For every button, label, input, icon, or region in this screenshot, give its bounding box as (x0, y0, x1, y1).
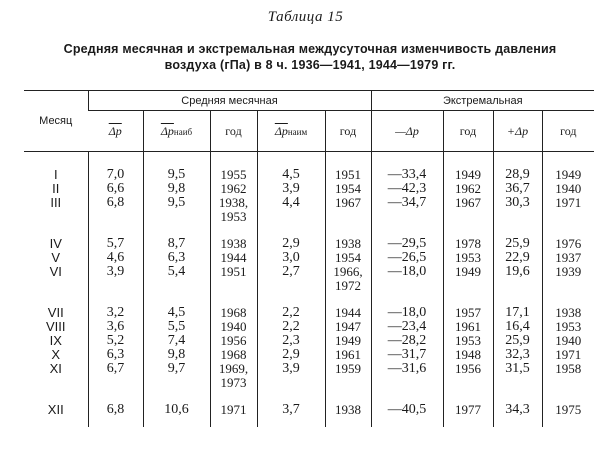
table-row (24, 362, 594, 390)
cell-y3 (443, 182, 493, 196)
cell-value: 1966, (333, 264, 363, 279)
cell-dp (88, 320, 143, 334)
cell-dp (88, 152, 143, 183)
header-dp-min: $\overline{\Delta p}наим$ (257, 111, 325, 152)
cell-value-second-line: 1973 (220, 375, 247, 390)
cell-pdp (493, 320, 542, 334)
cell-value-second-line: 1972 (335, 278, 361, 293)
table-caption: Таблица 15 (267, 9, 344, 25)
cell-value: 2,9 (282, 236, 300, 251)
cell-dpmax (143, 265, 210, 293)
cell-value: 25,9 (505, 333, 530, 348)
cell-value: 1938 (555, 305, 582, 320)
cell-value: 1956 (455, 361, 481, 376)
cell-pdp (493, 251, 542, 265)
cell-y3 (443, 334, 493, 348)
header-group-extreme: Экстремальная (371, 91, 594, 111)
cell-y2 (325, 320, 371, 334)
cell-value: —34,7 (387, 195, 427, 210)
cell-pdp (493, 265, 542, 293)
cell-pdp (493, 293, 542, 320)
month-cell: VI (49, 264, 62, 279)
cell-mdp (371, 320, 443, 334)
cell-dp (88, 251, 143, 265)
cell-value: 1949 (455, 167, 481, 182)
table-row (24, 152, 594, 183)
cell-mdp (371, 196, 443, 224)
cell-value: 1940 (555, 181, 582, 196)
cell-value: 1949 (455, 264, 481, 279)
cell-value: 1968 (220, 305, 247, 320)
table-title (30, 41, 590, 73)
cell-value: 1967 (455, 195, 481, 210)
cell-y1 (210, 362, 257, 390)
cell-value: 1971 (555, 195, 582, 210)
cell-mdp (371, 182, 443, 196)
cell-dpmax (143, 362, 210, 390)
cell-value: 1971 (555, 347, 582, 362)
cell-value: —18,0 (387, 264, 427, 279)
cell-value: 3,9 (282, 361, 300, 376)
cell-dp (88, 390, 143, 427)
cell-dp (88, 224, 143, 251)
cell-value: —33,4 (387, 167, 427, 182)
month-cell: XII (47, 402, 64, 417)
cell-y3 (443, 152, 493, 183)
cell-value: 1975 (555, 402, 582, 417)
cell-value: 1947 (335, 319, 361, 334)
table-row (24, 182, 594, 196)
cell-y4 (542, 320, 594, 334)
cell-y3 (443, 265, 493, 293)
cell-y2 (325, 224, 371, 251)
cell-value: 4,4 (282, 195, 300, 210)
cell-y2 (325, 293, 371, 320)
cell-value: 1971 (220, 402, 247, 417)
cell-value: 6,3 (106, 347, 125, 362)
table-row (24, 334, 594, 348)
cell-value: 1962 (220, 181, 247, 196)
cell-value-second-line: 1953 (220, 209, 247, 224)
cell-value: 9,7 (167, 361, 186, 376)
cell-y1 (210, 224, 257, 251)
cell-y2 (325, 348, 371, 362)
cell-y3 (443, 293, 493, 320)
cell-value: 1940 (555, 333, 582, 348)
cell-dpmin (257, 390, 325, 427)
title-line-1: Средняя месячная и экстремальная междусуточная изменчивость давления (63, 42, 557, 56)
cell-value: 1962 (455, 181, 481, 196)
cell-value: —23,4 (387, 319, 427, 334)
cell-value: 28,9 (505, 167, 530, 182)
cell-y1 (210, 152, 257, 183)
header-minus-dp: —Δp (371, 111, 443, 152)
cell-value: 6,8 (106, 402, 125, 417)
cell-dpmax (143, 224, 210, 251)
month-cell: VII (47, 305, 64, 320)
header-dp-max: $\overline{\Delta p}наиб$ (143, 111, 210, 152)
table-row (24, 265, 594, 293)
month-cell: VIII (45, 319, 66, 334)
cell-value: 6,3 (167, 250, 186, 265)
cell-value: —31,7 (387, 347, 427, 362)
cell-value: 1953 (555, 319, 582, 334)
cell-dpmax (143, 293, 210, 320)
table-row (24, 293, 594, 320)
cell-value: 1969, (218, 361, 249, 376)
cell-y4 (542, 182, 594, 196)
cell-y2 (325, 265, 371, 293)
cell-value: 2,3 (282, 333, 300, 348)
cell-value: 1944 (220, 250, 247, 265)
cell-y4 (542, 152, 594, 183)
month-cell: III (50, 195, 62, 210)
cell-y4 (542, 196, 594, 224)
cell-value: 1938 (335, 236, 361, 251)
cell-dpmax (143, 152, 210, 183)
cell-value: 2,2 (282, 305, 300, 320)
month-cell: IX (49, 333, 62, 348)
cell-y3 (443, 196, 493, 224)
cell-value: 9,5 (167, 195, 186, 210)
cell-value: 3,6 (106, 319, 125, 334)
cell-value: 3,7 (282, 402, 300, 417)
cell-y3 (443, 224, 493, 251)
cell-dpmax (143, 334, 210, 348)
cell-value: 1937 (555, 250, 582, 265)
cell-y4 (542, 224, 594, 251)
cell-value: 9,8 (167, 347, 186, 362)
cell-value: —40,5 (387, 402, 427, 417)
month-cell: X (51, 347, 61, 362)
pressure-variability-table (24, 90, 594, 427)
cell-value: 2,7 (282, 264, 300, 279)
cell-value: 1951 (335, 167, 361, 182)
cell-value: 1954 (335, 181, 361, 196)
cell-value: 4,6 (106, 250, 125, 265)
cell-y3 (443, 348, 493, 362)
cell-pdp (493, 390, 542, 427)
table-body (24, 152, 594, 428)
cell-value: 1954 (335, 250, 361, 265)
header-plus-dp: +Δp (493, 111, 542, 152)
cell-value: 3,9 (282, 181, 300, 196)
cell-dpmin (257, 334, 325, 348)
table-row (24, 196, 594, 224)
cell-y2 (325, 196, 371, 224)
cell-mdp (371, 251, 443, 265)
cell-value: 1955 (220, 167, 247, 182)
cell-dpmin (257, 265, 325, 293)
cell-y3 (443, 362, 493, 390)
cell-value: 8,7 (167, 236, 186, 251)
cell-value: 1953 (455, 250, 481, 265)
cell-pdp (493, 334, 542, 348)
cell-value: 1968 (220, 347, 247, 362)
title-line-2: воздуха (гПа) в 8 ч. 1936—1941, 1944—1979 гг. (164, 58, 456, 72)
header-year-4: год (542, 111, 594, 152)
header-year-3: год (443, 111, 493, 152)
cell-y1 (210, 348, 257, 362)
cell-y1 (210, 182, 257, 196)
cell-value: 1961 (455, 319, 481, 334)
cell-dpmin (257, 182, 325, 196)
cell-value: 6,6 (106, 181, 125, 196)
cell-y1 (210, 265, 257, 293)
cell-value: 1951 (220, 264, 247, 279)
cell-dp (88, 182, 143, 196)
cell-dp (88, 196, 143, 224)
cell-pdp (493, 348, 542, 362)
cell-value: 1959 (335, 361, 361, 376)
month-cell: IV (49, 236, 62, 251)
cell-y4 (542, 390, 594, 427)
cell-dpmin (257, 320, 325, 334)
cell-y3 (443, 390, 493, 427)
cell-value: 1977 (455, 402, 481, 417)
cell-y4 (542, 334, 594, 348)
header-dp: $\overline{\Delta p}$ (88, 111, 143, 152)
cell-value: 1958 (555, 361, 582, 376)
cell-value: 1939 (555, 264, 582, 279)
cell-value: 1976 (555, 236, 582, 251)
cell-value: 5,5 (167, 319, 186, 334)
cell-y1 (210, 251, 257, 265)
cell-value: 7,0 (106, 167, 125, 182)
cell-value: 1967 (335, 195, 361, 210)
cell-value: 1940 (220, 319, 247, 334)
cell-dpmax (143, 196, 210, 224)
cell-value: 1978 (455, 236, 481, 251)
cell-dpmin (257, 224, 325, 251)
cell-dpmin (257, 362, 325, 390)
cell-value: 2,9 (282, 347, 300, 362)
cell-pdp (493, 362, 542, 390)
cell-value: 25,9 (505, 236, 530, 251)
cell-value: 1948 (455, 347, 481, 362)
cell-pdp (493, 182, 542, 196)
cell-value: 17,1 (505, 305, 530, 320)
cell-value: 16,4 (505, 319, 530, 334)
month-cell: II (52, 181, 60, 196)
cell-pdp (493, 224, 542, 251)
table-row (24, 348, 594, 362)
cell-mdp (371, 362, 443, 390)
cell-value: 19,6 (505, 264, 530, 279)
cell-mdp (371, 390, 443, 427)
cell-value: 7,4 (167, 333, 186, 348)
cell-y1 (210, 320, 257, 334)
cell-value: —28,2 (387, 333, 427, 348)
cell-y2 (325, 334, 371, 348)
cell-value: —26,5 (387, 250, 427, 265)
cell-value: 1953 (455, 333, 481, 348)
cell-y2 (325, 390, 371, 427)
cell-y1 (210, 390, 257, 427)
cell-value: 36,7 (505, 181, 530, 196)
cell-value: 3,0 (282, 250, 300, 265)
cell-value: 31,5 (505, 361, 530, 376)
cell-value: 6,8 (106, 195, 125, 210)
cell-dp (88, 362, 143, 390)
cell-y1 (210, 196, 257, 224)
table-row (24, 320, 594, 334)
cell-mdp (371, 334, 443, 348)
cell-y1 (210, 334, 257, 348)
cell-y4 (542, 265, 594, 293)
cell-value: 1938 (335, 402, 361, 417)
table-row (24, 251, 594, 265)
cell-y2 (325, 362, 371, 390)
cell-dp (88, 348, 143, 362)
header-group-mean: Средняя месячная (88, 91, 371, 111)
cell-y3 (443, 251, 493, 265)
cell-pdp (493, 152, 542, 183)
cell-dpmax (143, 390, 210, 427)
cell-value: 34,3 (505, 402, 530, 417)
cell-value: 6,7 (106, 361, 125, 376)
cell-value: 1938, (218, 195, 249, 210)
cell-value: 2,2 (282, 319, 300, 334)
cell-dpmin (257, 293, 325, 320)
month-cell: I (53, 167, 58, 182)
cell-pdp (493, 196, 542, 224)
header-year-1: год (210, 111, 257, 152)
cell-mdp (371, 152, 443, 183)
cell-mdp (371, 224, 443, 251)
header-month: Месяц (24, 91, 88, 152)
cell-y2 (325, 251, 371, 265)
cell-value: 1938 (220, 236, 247, 251)
cell-dpmax (143, 320, 210, 334)
table-row (24, 390, 594, 427)
cell-value: 3,9 (106, 264, 125, 279)
month-cell: V (51, 250, 61, 265)
cell-y1 (210, 293, 257, 320)
cell-value: 1956 (220, 333, 247, 348)
cell-mdp (371, 293, 443, 320)
cell-value: 5,7 (106, 236, 125, 251)
cell-dpmin (257, 196, 325, 224)
cell-dpmin (257, 152, 325, 183)
cell-dp (88, 334, 143, 348)
cell-value: 5,4 (167, 264, 186, 279)
cell-value: 3,2 (106, 305, 125, 320)
cell-value: 10,6 (164, 402, 189, 417)
cell-dpmax (143, 251, 210, 265)
table-row (24, 224, 594, 251)
cell-value: 4,5 (282, 167, 300, 182)
cell-y4 (542, 251, 594, 265)
cell-value: 1949 (335, 333, 361, 348)
cell-y4 (542, 293, 594, 320)
cell-value: —31,6 (387, 361, 427, 376)
header-year-2: год (325, 111, 371, 152)
cell-mdp (371, 265, 443, 293)
cell-y4 (542, 348, 594, 362)
cell-value: 22,9 (505, 250, 530, 265)
cell-value: —29,5 (387, 236, 427, 251)
cell-dp (88, 293, 143, 320)
cell-dpmax (143, 348, 210, 362)
cell-value: 32,3 (505, 347, 530, 362)
cell-mdp (371, 348, 443, 362)
cell-value: 1961 (335, 347, 361, 362)
cell-y2 (325, 152, 371, 183)
cell-dpmax (143, 182, 210, 196)
cell-value: 9,5 (167, 167, 186, 182)
cell-value: 30,3 (505, 195, 530, 210)
cell-value: 9,8 (167, 181, 186, 196)
cell-y2 (325, 182, 371, 196)
cell-value: —18,0 (387, 305, 427, 320)
cell-value: 1949 (555, 167, 582, 182)
cell-value: 1944 (335, 305, 361, 320)
cell-dpmin (257, 348, 325, 362)
cell-value: 1957 (455, 305, 481, 320)
cell-y4 (542, 362, 594, 390)
cell-value: 4,5 (167, 305, 186, 320)
cell-value: —42,3 (387, 181, 427, 196)
month-cell: XI (49, 361, 62, 376)
cell-value: 5,2 (106, 333, 125, 348)
cell-dp (88, 265, 143, 293)
cell-dpmin (257, 251, 325, 265)
cell-y3 (443, 320, 493, 334)
